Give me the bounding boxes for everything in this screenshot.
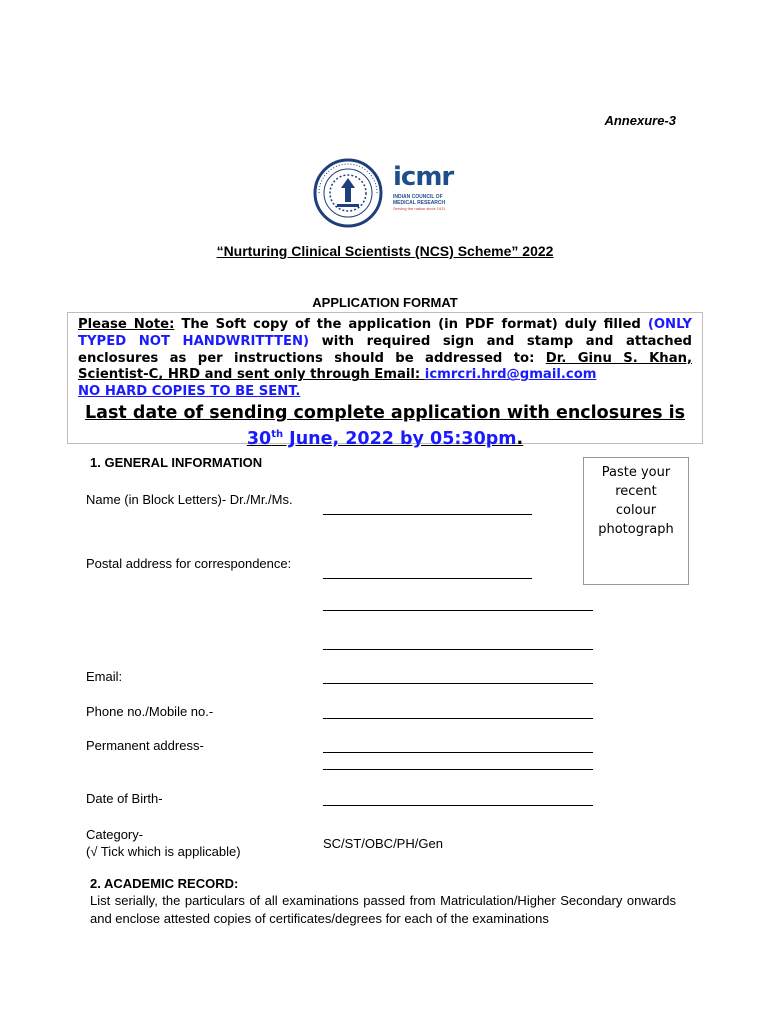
photo-box-line-1: Paste your xyxy=(601,465,671,480)
deadline-date xyxy=(247,429,517,449)
icmr-logo xyxy=(393,164,463,218)
note-text-1: The Soft copy of the application (in PDF format) duly filled xyxy=(174,317,648,332)
category-options[interactable]: SC/ST/OBC/PH/Gen xyxy=(323,836,443,851)
photo-box xyxy=(583,457,689,585)
category-label: Category- xyxy=(86,827,144,842)
deadline-period: . xyxy=(516,428,524,449)
deadline-notice xyxy=(78,402,692,450)
deadline-day-suffix: th xyxy=(271,428,284,440)
icmr-logo-subtitle-2: MEDICAL RESEARCH xyxy=(393,200,446,206)
permanent-address-line-2[interactable] xyxy=(323,769,593,770)
note-text-2: with required sign and stamp and attached enclosures as per instructions should be addressed to: xyxy=(78,333,692,366)
deadline-date-rest: June, 2022 by 05:30pm xyxy=(283,428,517,449)
note-box xyxy=(67,312,703,449)
postal-address-label: Postal address for correspondence: xyxy=(86,556,292,571)
note-highlight: (ONLY TYPED NOT HANDWRITTTEN) xyxy=(78,317,692,349)
photo-box-line-3: colour xyxy=(615,503,657,518)
academic-record-text: List serially, the particulars of all examinations passed from Matriculation/Higher Secondary onwards and enclose attested copies of certificates/degrees for each of the examinations xyxy=(90,893,676,926)
name-input-line[interactable] xyxy=(323,514,532,515)
note-addressee: Dr. Ginu S. Khan, Scientist-C, HRD and sent only through Email: xyxy=(78,350,692,383)
photo-box-line-4: photograph xyxy=(598,522,674,537)
scheme-title: “Nurturing Clinical Scientists (NCS) Scheme” 2022 xyxy=(216,243,554,259)
email-input-line[interactable] xyxy=(323,683,593,684)
no-hard-copies-notice: NO HARD COPIES TO BE SENT. xyxy=(78,384,301,400)
postal-address-line-3[interactable] xyxy=(323,649,593,650)
phone-input-line[interactable] xyxy=(323,718,593,719)
date-of-birth-line[interactable] xyxy=(323,805,593,806)
general-information-heading: 1. GENERAL INFORMATION xyxy=(90,455,263,470)
permanent-address-label: Permanent address- xyxy=(86,738,204,753)
name-label: Name (in Block Letters)- Dr./Mr./Ms. xyxy=(86,492,293,507)
photo-box-line-2: recent xyxy=(615,484,657,499)
application-format-title: APPLICATION FORMAT xyxy=(312,295,458,310)
postal-address-line-1[interactable] xyxy=(323,578,532,579)
category-hint: (√ Tick which is applicable) xyxy=(86,844,241,859)
email-label: Email: xyxy=(86,669,123,684)
icmr-logo-word: icmr xyxy=(393,162,454,192)
email-link[interactable]: icmrcri.hrd@gmail.com xyxy=(424,367,597,383)
annexure-label: Annexure-3 xyxy=(604,113,676,128)
date-of-birth-label: Date of Birth- xyxy=(86,791,163,806)
government-emblem-logo xyxy=(313,158,383,228)
postal-address-line-2[interactable] xyxy=(323,610,593,611)
note-label: Please Note: xyxy=(78,317,175,332)
academic-record-heading: 2. ACADEMIC RECORD: xyxy=(90,876,239,891)
deadline-line-1: Last date of sending complete application with enclosures is xyxy=(84,402,685,423)
note-paragraph xyxy=(78,317,692,401)
deadline-day: 30 xyxy=(246,428,272,449)
permanent-address-line-1[interactable] xyxy=(323,752,593,753)
icmr-logo-tagline: Serving the nation since 1911 xyxy=(393,206,446,211)
phone-label: Phone no./Mobile no.- xyxy=(86,704,214,719)
icmr-logo-subtitle-1: INDIAN COUNCIL OF xyxy=(393,194,443,200)
